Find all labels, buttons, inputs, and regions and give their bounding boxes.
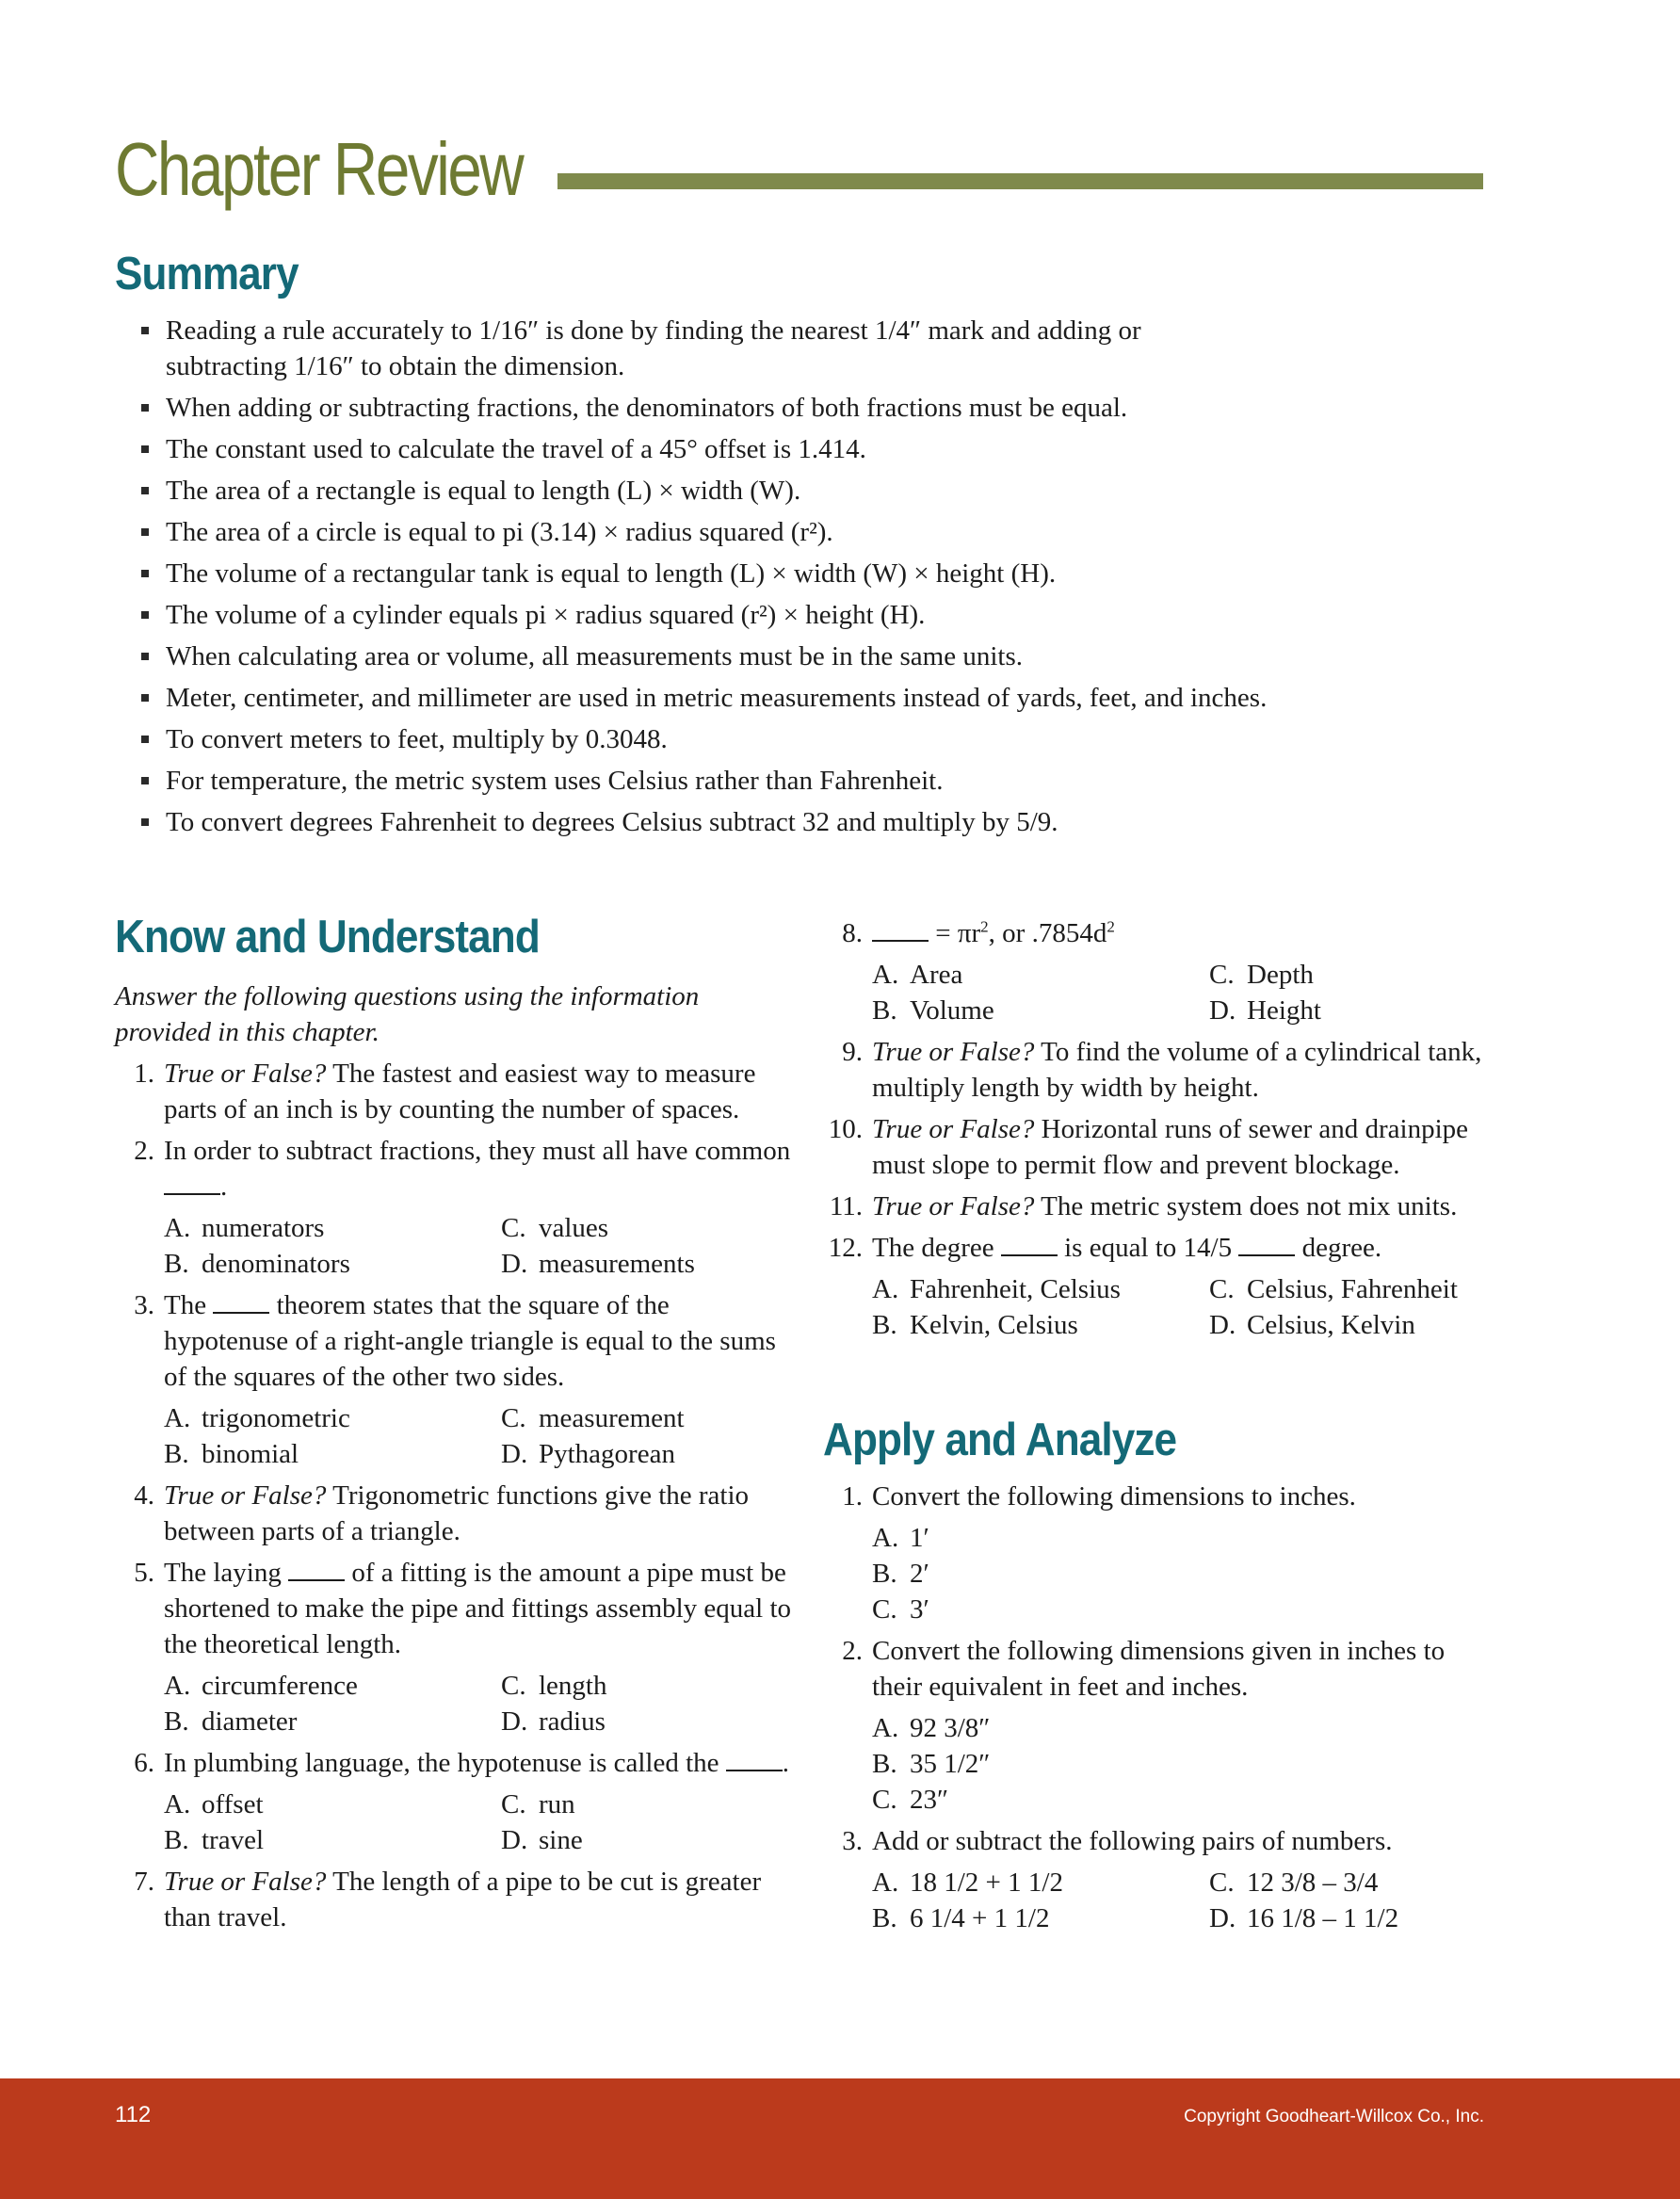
question-number: 2. [842, 1636, 863, 1666]
summary-item: To convert degrees Fahrenheit to degrees Celsius subtract 32 and multiply by 5/9. [137, 804, 1268, 840]
question-5 [115, 1555, 793, 1662]
choice-d[interactable]: D. sine [501, 1825, 583, 1855]
question-6 [115, 1745, 793, 1781]
question-number: 3. [842, 1826, 863, 1856]
question-8 [823, 915, 1501, 951]
sub-item-b: B. 6 1/4 + 1 1/2 [872, 1903, 1050, 1933]
apply-analyze-heading: Apply and Analyze [823, 1415, 1177, 1465]
summary-item: The constant used to calculate the travel of a 45° offset is 1.414. [137, 431, 1268, 467]
answer-choices [164, 1787, 793, 1858]
question-text: Add or subtract the following pairs of numbers. [872, 1826, 1393, 1856]
answer-choices [872, 957, 1501, 1028]
know-understand-heading: Know and Understand [115, 912, 540, 962]
question-text: Convert the following dimensions given in inches to their equivalent in feet and inches. [872, 1636, 1446, 1702]
question-text: The length of a pipe to be cut is greater than travel. [164, 1867, 762, 1932]
superscript: 2 [980, 917, 989, 936]
choice-c[interactable]: C. values [501, 1213, 609, 1243]
question-text: Convert the following dimensions to inches. [872, 1481, 1356, 1512]
choice-c[interactable]: C. Celsius, Fahrenheit [1209, 1274, 1458, 1304]
question-text: In plumbing language, the hypotenuse is called the [164, 1748, 726, 1778]
question-text: is equal to 14/5 [1057, 1233, 1239, 1263]
question-text: = πr [929, 918, 981, 948]
answer-choices [872, 1271, 1501, 1343]
chapter-title-rule [557, 173, 1483, 189]
summary-heading: Summary [115, 249, 299, 299]
sub-item-c: C. 12 3/8 – 3/4 [1209, 1868, 1379, 1898]
question-text: To find the volume of a cylindrical tank, multiply length by width by height. [872, 1037, 1482, 1103]
choice-d[interactable]: D. Height [1209, 995, 1321, 1026]
true-false-label: True or False? [872, 1114, 1035, 1144]
question-3 [115, 1287, 793, 1395]
left-column [115, 978, 793, 1941]
choice-d[interactable]: D. Celsius, Kelvin [1209, 1310, 1415, 1340]
choice-c[interactable]: C. Depth [1209, 960, 1314, 990]
sub-items [872, 1520, 1501, 1627]
choice-b[interactable]: B. Volume [872, 995, 994, 1026]
choice-a[interactable]: A. Area [872, 960, 963, 990]
sub-item: C. 23″ [872, 1785, 949, 1815]
question-text: Horizontal runs of sewer and drainpipe must slope to permit flow and prevent blockage. [872, 1114, 1469, 1180]
question-1 [115, 1056, 793, 1127]
chapter-title: Chapter Review [115, 127, 523, 211]
superscript: 2 [1107, 917, 1115, 936]
summary-item: For temperature, the metric system uses Celsius rather than Fahrenheit. [137, 763, 1268, 799]
question-text: The degree [872, 1233, 1001, 1263]
question-number: 7. [134, 1867, 154, 1897]
question-7 [115, 1864, 793, 1935]
question-text: , or .7854d [988, 918, 1107, 948]
summary-item: Meter, centimeter, and millimeter are used in metric measurements instead of yards, feet, and inches. [137, 680, 1268, 716]
summary-item: The volume of a rectangular tank is equal to length (L) × width (W) × height (H). [137, 556, 1268, 591]
choice-d[interactable]: D. Pythagorean [501, 1439, 675, 1469]
question-text: . [782, 1748, 790, 1778]
question-number: 8. [842, 918, 863, 948]
summary-item: When adding or subtracting fractions, the denominators of both fractions must be equal. [137, 390, 1268, 426]
copyright-notice: Copyright Goodheart-Willcox Co., Inc. [1184, 2107, 1484, 2126]
true-false-label: True or False? [872, 1037, 1035, 1067]
question-number: 5. [134, 1558, 154, 1588]
question-number: 2. [134, 1136, 154, 1166]
question-number: 1. [134, 1059, 154, 1089]
answer-blank[interactable] [726, 1745, 783, 1771]
question-text: The laying [164, 1558, 289, 1588]
apply-question-1 [823, 1479, 1501, 1514]
sub-item: C. 3′ [872, 1594, 929, 1625]
question-number: 11. [829, 1191, 863, 1221]
choice-d[interactable]: D. measurements [501, 1249, 695, 1279]
sub-item: A. 1′ [872, 1523, 929, 1553]
question-number: 12. [828, 1233, 863, 1263]
page-number: 112 [115, 2102, 152, 2127]
answer-blank[interactable] [288, 1555, 345, 1581]
answer-blank[interactable] [164, 1169, 220, 1195]
question-9 [823, 1034, 1501, 1106]
instructions: Answer the following questions using the information provided in this chapter. [115, 981, 700, 1047]
summary-list [137, 313, 1268, 846]
footer-band [0, 2078, 1680, 2199]
question-text: The fastest and easiest way to measure parts of an inch is by counting the number of spaces. [164, 1059, 756, 1124]
choice-b[interactable]: B. binomial [164, 1439, 299, 1469]
answer-blank[interactable] [1001, 1230, 1058, 1256]
choice-a[interactable]: A. Fahrenheit, Celsius [872, 1274, 1121, 1304]
question-text: . [220, 1172, 228, 1202]
true-false-label: True or False? [164, 1059, 327, 1089]
question-number: 4. [134, 1480, 154, 1511]
answer-blank[interactable] [1238, 1230, 1295, 1256]
summary-item: The area of a circle is equal to pi (3.14) × radius squared (r²). [137, 514, 1268, 550]
question-11 [823, 1188, 1501, 1224]
choice-c[interactable]: C. measurement [501, 1403, 685, 1433]
true-false-label: True or False? [164, 1480, 327, 1511]
apply-question-3 [823, 1823, 1501, 1859]
question-text: theorem states that the square of the hypotenuse of a right-angle triangle is equal to the sums of the squares of the other two sides. [164, 1290, 776, 1392]
true-false-label: True or False? [872, 1191, 1035, 1221]
summary-item: When calculating area or volume, all measurements must be in the same units. [137, 639, 1268, 674]
answer-choices [164, 1668, 793, 1739]
answer-choices [164, 1210, 793, 1282]
question-number: 1. [842, 1481, 863, 1512]
apply-section [823, 1479, 1501, 1942]
sub-item-a: A. 18 1/2 + 1 1/2 [872, 1868, 1063, 1898]
choice-c[interactable]: C. run [501, 1789, 575, 1819]
apply-question-2 [823, 1633, 1501, 1705]
question-text: In order to subtract fractions, they must all have common [164, 1136, 791, 1166]
choice-b[interactable]: B. diameter [164, 1706, 298, 1737]
question-number: 10. [828, 1114, 863, 1144]
question-12 [823, 1230, 1501, 1266]
choice-d[interactable]: D. radius [501, 1706, 606, 1737]
question-number: 9. [842, 1037, 863, 1067]
question-2 [115, 1133, 793, 1205]
question-4 [115, 1478, 793, 1549]
question-number: 3. [134, 1290, 154, 1320]
choice-a[interactable]: A. circumference [164, 1671, 358, 1701]
choice-b[interactable]: B. Kelvin, Celsius [872, 1310, 1078, 1340]
sub-item-d: D. 16 1/8 – 1 1/2 [1209, 1903, 1399, 1933]
choice-a[interactable]: A. trigonometric [164, 1403, 350, 1433]
question-text: The [164, 1290, 214, 1320]
right-column [823, 915, 1501, 1349]
question-text: The metric system does not mix units. [1034, 1191, 1458, 1221]
answer-blank[interactable] [872, 915, 929, 942]
true-false-label: True or False? [164, 1867, 327, 1897]
sub-item: B. 35 1/2″ [872, 1749, 991, 1779]
answer-blank[interactable] [213, 1287, 269, 1314]
chapter-header [115, 124, 1483, 218]
sub-items [872, 1865, 1501, 1936]
choice-a[interactable]: A. numerators [164, 1213, 325, 1243]
summary-item: To convert meters to feet, multiply by 0.3048. [137, 721, 1268, 757]
sub-item: B. 2′ [872, 1559, 929, 1589]
choice-b[interactable]: B. travel [164, 1825, 265, 1855]
summary-item: The area of a rectangle is equal to length (L) × width (W). [137, 473, 1268, 509]
question-text: degree. [1295, 1233, 1382, 1263]
question-text: of a fitting is the amount a pipe must be shortened to make the pipe and fittings assembly equal to the theoretical length. [164, 1558, 792, 1659]
sub-items [872, 1710, 1501, 1818]
summary-item: The volume of a cylinder equals pi × radius squared (r²) × height (H). [137, 597, 1268, 633]
question-10 [823, 1111, 1501, 1183]
summary-item: Reading a rule accurately to 1/16″ is done by finding the nearest 1/4″ mark and adding or subtracting 1/16″ to obtain the dimension. [137, 313, 1268, 384]
choice-c[interactable]: C. length [501, 1671, 607, 1701]
sub-item: A. 92 3/8″ [872, 1713, 991, 1743]
answer-choices [164, 1400, 793, 1472]
question-text: Trigonometric functions give the ratio between parts of a triangle. [164, 1480, 750, 1546]
choice-b[interactable]: B. denominators [164, 1249, 350, 1279]
question-number: 6. [134, 1748, 154, 1778]
choice-a[interactable]: A. offset [164, 1789, 264, 1819]
